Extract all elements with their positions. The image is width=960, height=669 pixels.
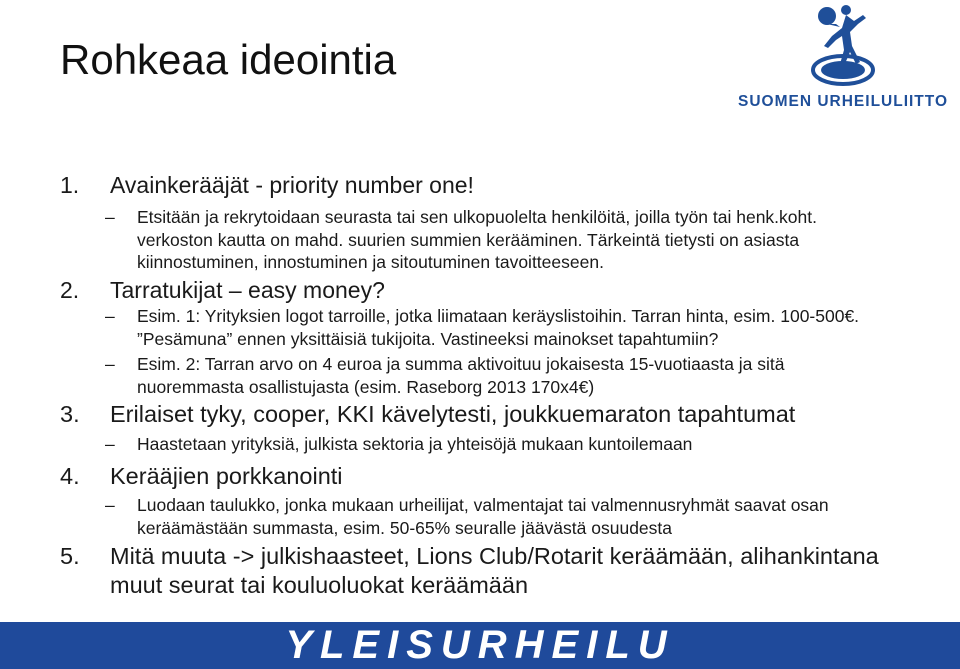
item-heading: Tarratukijat – easy money? xyxy=(110,277,385,303)
sub-item-text: Etsitään ja rekrytoidaan seurasta tai sen ulkopuolelta henkilöitä, joilla työn tai henk.koht. verkoston kautta on mahd. suurien summien kerääminen. Tärkeintä tietysti on asiasta kiinnostuminen, innostuminen ja sitoutuminen tavoitteeseen. xyxy=(137,207,817,272)
item-heading: Avainkerääjät - priority number one! xyxy=(110,172,474,198)
list-item-1 xyxy=(60,171,910,199)
item-heading: Erilaiset tyky, cooper, KKI kävelytesti, joukkuemaraton tapahtumat xyxy=(110,401,796,427)
item-number: 1. xyxy=(60,172,80,198)
list-item-4 xyxy=(60,462,910,490)
sub-item xyxy=(105,206,895,274)
sub-item xyxy=(105,305,895,350)
slide-title: Rohkeaa ideointia xyxy=(60,36,397,83)
item-number: 4. xyxy=(60,463,80,489)
discus-thrower-emblem-icon xyxy=(802,2,884,90)
suomen-urheiluliitto-logo xyxy=(738,2,948,122)
banner-text: YLEISURHEILU xyxy=(285,623,675,667)
list-item-2 xyxy=(60,276,910,304)
sub-item-text: Esim. 1: Yrityksien logot tarroille, jotka liimataan keräyslistoihin. Tarran hinta, esim. 100-500€. ”Pesämuna” ennen yksittäisiä tukijoita. Vastineeksi mainokset tapahtumiin? xyxy=(137,306,860,349)
dash-bullet: – xyxy=(105,495,115,515)
sub-item xyxy=(105,494,895,539)
sub-item-text: Esim. 2: Tarran arvo on 4 euroa ja summa aktivoituu jokaisesta 15-vuotiaasta ja sitä nuoremmasta osallistujasta (esim. Raseborg 2013 170x4€) xyxy=(137,354,785,397)
dash-bullet: – xyxy=(105,434,115,454)
item-heading: Mitä muuta -> julkishaasteet, Lions Club/Rotarit keräämään, alihankintana muut seurat tai kouluoluokat keräämään xyxy=(110,543,879,598)
item-heading: Kerääjien porkkanointi xyxy=(110,463,343,489)
organization-name: SUOMEN URHEILULIITTO xyxy=(738,93,949,110)
item-number: 3. xyxy=(60,401,80,427)
item-number: 5. xyxy=(60,543,80,569)
yleisurheilu-banner xyxy=(0,622,960,669)
sub-item-text: Haastetaan yrityksiä, julkista sektoria ja yhteisöjä mukaan kuntoilemaan xyxy=(137,434,693,454)
sub-item xyxy=(105,433,895,456)
list-item-5 xyxy=(60,542,900,600)
list-item-3 xyxy=(60,400,910,428)
item-number: 2. xyxy=(60,277,80,303)
dash-bullet: – xyxy=(105,354,115,374)
sub-item-text: Luodaan taulukko, jonka mukaan urheilijat, valmentajat tai valmennusryhmät saavat osan keräämästään summasta, esim. 50-65% seuralle jäävästä osuudesta xyxy=(137,495,829,538)
sub-item xyxy=(105,353,895,398)
dash-bullet: – xyxy=(105,207,115,227)
dash-bullet: – xyxy=(105,306,115,326)
